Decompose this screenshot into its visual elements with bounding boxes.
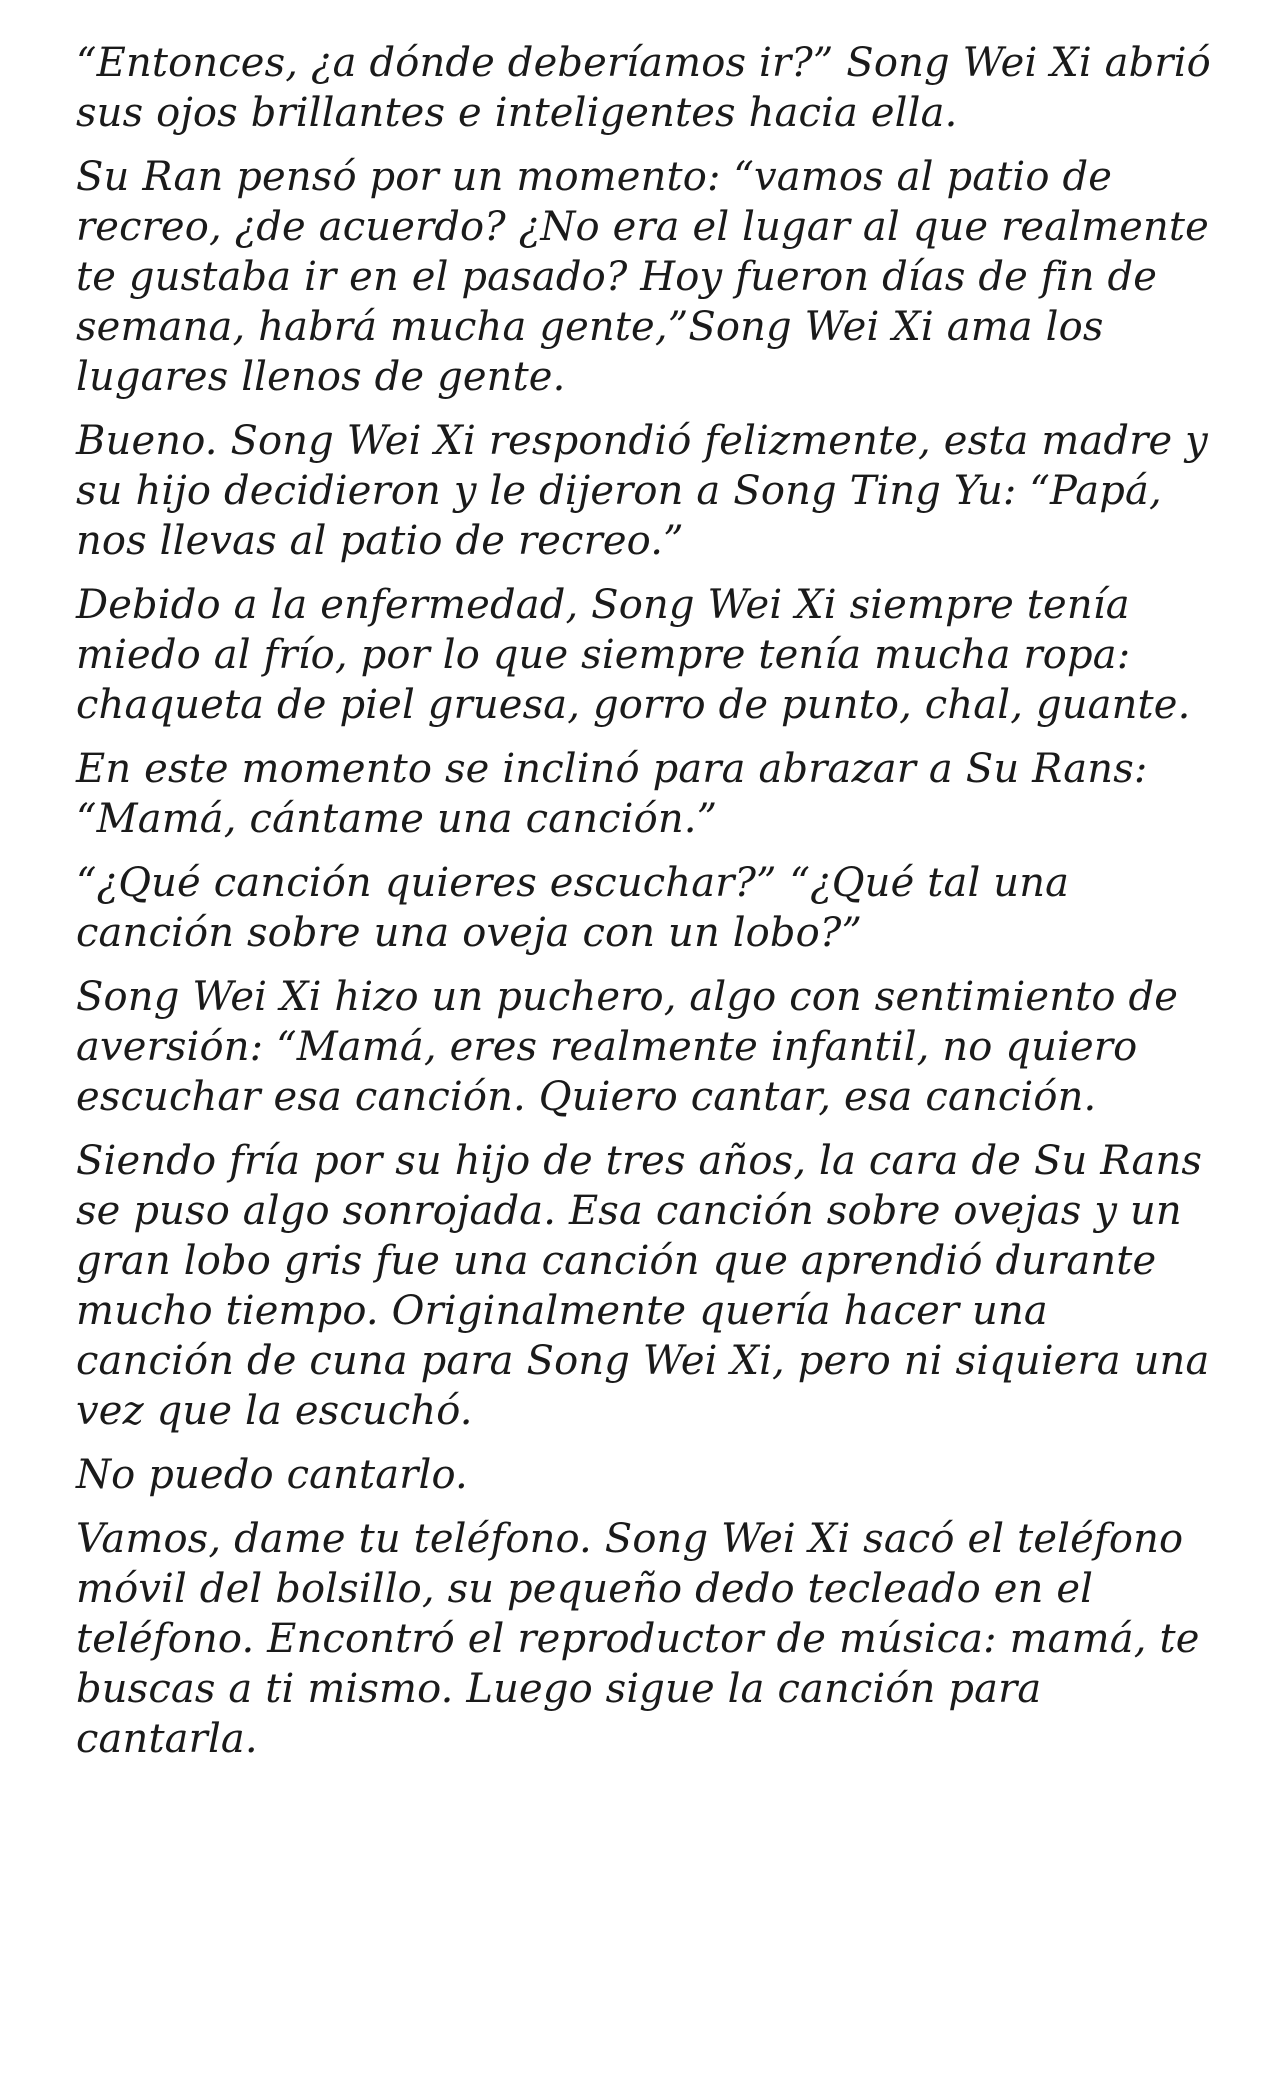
paragraph-4: Debido a la enfermedad, Song Wei Xi siempre tenía miedo al frío, por lo que siempre tenía mucha ropa: chaqueta de piel gruesa, gorro de punto, chal, guante. xyxy=(76,582,1191,728)
paragraph-1: “Entonces, ¿a dónde deberíamos ir?” Song Wei Xi abrió sus ojos brillantes e inteligentes hacia ella. xyxy=(76,40,1211,136)
document-body xyxy=(76,38,1216,1778)
paragraph-6: “¿Qué canción quieres escuchar?” “¿Qué tal una canción sobre una oveja con un lobo?” xyxy=(76,860,1070,956)
paragraph-5: En este momento se inclinó para abrazar a Su Rans: “Mamá, cántame una canción.” xyxy=(76,746,1148,842)
paragraph-3: Bueno. Song Wei Xi respondió felizmente, esta madre y su hijo decidieron y le dijeron a Song Ting Yu: “Papá, nos llevas al patio de recreo.” xyxy=(76,418,1208,564)
paragraph-9: No puedo cantarlo. xyxy=(76,1452,468,1498)
paragraph-7: Song Wei Xi hizo un puchero, algo con sentimiento de aversión: “Mamá, eres realmente infantil, no quiero escuchar esa canción. Quiero cantar, esa canción. xyxy=(76,974,1179,1120)
paragraph-8: Siendo fría por su hijo de tres años, la cara de Su Rans se puso algo sonrojada. Esa canción sobre ovejas y un gran lobo gris fue una canción que aprendió durante mucho tiempo. Originalmente quería hacer una canción de cuna para Song Wei Xi, pero ni siquiera una vez que la escuchó. xyxy=(76,1138,1210,1434)
paragraph-10: Vamos, dame tu teléfono. Song Wei Xi sacó el teléfono móvil del bolsillo, su pequeño dedo tecleado en el teléfono. Encontró el reproductor de música: mamá, te buscas a ti mismo. Luego sigue la canción para cantarla. xyxy=(76,1516,1200,1762)
paragraph-2: Su Ran pensó por un momento: “vamos al patio de recreo, ¿de acuerdo? ¿No era el lugar al que realmente te gustaba ir en el pasado? Hoy fueron días de fin de semana, habrá mucha gente,”Song Wei Xi ama los lugares llenos de gente. xyxy=(76,154,1209,400)
